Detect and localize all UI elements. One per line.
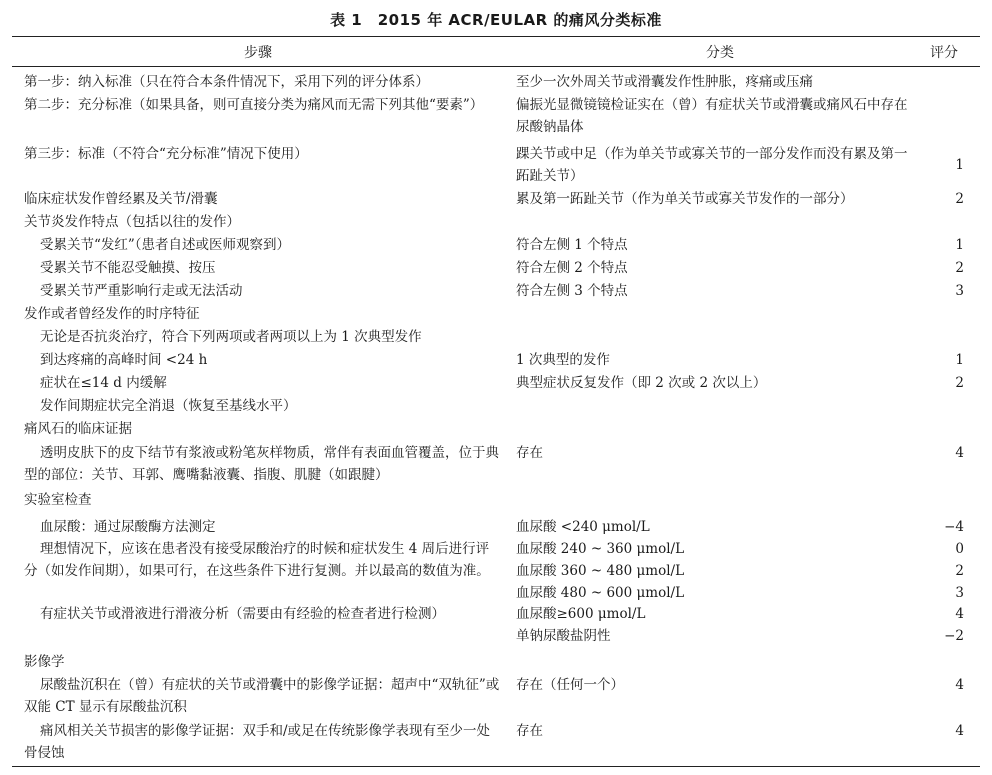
- step-cell: 到达疼痛的高峰时间 <24 h: [40, 352, 208, 368]
- step-cell: 尿酸盐沉积在（曾）有症状的关节或滑囊中的影像学证据：超声中“双轨征”或双能 CT 显示有尿酸盐沉积: [24, 677, 500, 715]
- category-cell: 踝关节或中足（作为单关节或寡关节的一部分发作而没有累及第一跖趾关节）: [516, 146, 908, 184]
- score-cell: 2: [955, 191, 964, 207]
- header-category: 分类: [706, 45, 734, 61]
- step-cell: 血尿酸：通过尿酸酶方法测定: [40, 519, 216, 535]
- category-cell: 血尿酸≥600 μmol/L: [516, 606, 646, 622]
- score-cell: 1: [955, 157, 964, 173]
- step-cell: 发作或者曾经发作的时序特征: [24, 306, 200, 322]
- category-cell: 符合左侧 2 个特点: [516, 260, 628, 276]
- score-cell: 1: [955, 352, 964, 368]
- header-rule: [12, 66, 980, 67]
- score-cell: 0: [955, 541, 964, 557]
- score-cell: 3: [955, 585, 964, 601]
- category-cell: 单钠尿酸盐阴性: [516, 628, 611, 644]
- step-cell: 受累关节不能忍受触摸、按压: [40, 260, 216, 276]
- step-cell: 症状在≤14 d 内缓解: [40, 375, 167, 391]
- step-cell: 受累关节严重影响行走或无法活动: [40, 283, 243, 299]
- category-cell: 偏振光显微镜镜检证实在（曾）有症状关节或滑囊或痛风石中存在尿酸钠晶体: [516, 97, 908, 135]
- category-cell: 血尿酸 <240 μmol/L: [516, 519, 650, 535]
- score-cell: 3: [955, 283, 964, 299]
- header-score: 评分: [930, 45, 958, 61]
- bottom-rule: [12, 766, 980, 767]
- step-cell: 透明皮肤下的皮下结节有浆液或粉笔灰样物质，常伴有表面血管覆盖，位于典型的部位：关节、耳郭、鹰嘴黏液囊、指腹、肌腱（如跟腱）: [24, 445, 499, 483]
- category-cell: 符合左侧 3 个特点: [516, 283, 628, 299]
- score-cell: −4: [944, 519, 964, 535]
- step-cell: 痛风相关关节损害的影像学证据：双手和/或足在传统影像学表现有至少一处骨侵蚀: [24, 723, 491, 761]
- category-cell: 1 次典型的发作: [516, 352, 610, 368]
- header-step: 步骤: [244, 45, 272, 61]
- score-cell: 4: [955, 606, 964, 622]
- score-cell: −2: [944, 628, 964, 644]
- category-cell: 累及第一跖趾关节（作为单关节或寡关节发作的一部分）: [516, 191, 854, 207]
- category-cell: 血尿酸 240 ~ 360 μmol/L: [516, 541, 685, 557]
- score-cell: 1: [955, 237, 964, 253]
- step-cell: 发作间期症状完全消退（恢复至基线水平）: [40, 398, 297, 414]
- category-cell: 血尿酸 480 ~ 600 μmol/L: [516, 585, 685, 601]
- score-cell: 4: [955, 677, 964, 693]
- score-cell: 2: [955, 375, 964, 391]
- score-cell: 4: [955, 723, 964, 739]
- step-cell: 第二步：充分标准（如果具备，则可直接分类为痛风而无需下列其他“要素”）: [24, 97, 484, 113]
- step-cell: 实验室检查: [24, 492, 92, 508]
- step-cell: 临床症状发作曾经累及关节/滑囊: [24, 191, 218, 207]
- category-cell: 存在: [516, 445, 543, 461]
- step-cell: 第三步：标准（不符合“充分标准”情况下使用）: [24, 146, 308, 162]
- category-cell: 典型症状反复发作（即 2 次或 2 次以上）: [516, 375, 767, 391]
- step-cell: 有症状关节或滑液进行滑液分析（需要由有经验的检查者进行检测）: [40, 606, 445, 622]
- step-cell: 关节炎发作特点（包括以往的发作）: [24, 214, 240, 230]
- score-cell: 2: [955, 563, 964, 579]
- score-cell: 2: [955, 260, 964, 276]
- table-caption: 表 1 2015 年 ACR/EULAR 的痛风分类标准: [330, 11, 662, 29]
- category-cell: 存在（任何一个）: [516, 677, 624, 693]
- category-cell: 血尿酸 360 ~ 480 μmol/L: [516, 563, 685, 579]
- score-cell: 4: [955, 445, 964, 461]
- category-cell: 存在: [516, 723, 543, 739]
- step-cell: 理想情况下，应该在患者没有接受尿酸治疗的时候和症状发生 4 周后进行评分（如发作间期），如果可行，在这些条件下进行复测。并以最高的数值为准。: [24, 541, 490, 579]
- top-rule: [12, 36, 980, 37]
- step-cell: 影像学: [24, 654, 65, 670]
- step-cell: 痛风石的临床证据: [24, 421, 132, 437]
- step-cell: 无论是否抗炎治疗，符合下列两项或者两项以上为 1 次典型发作: [40, 329, 422, 345]
- step-cell: 受累关节“发红”（患者自述或医师观察到）: [40, 237, 291, 253]
- category-cell: 至少一次外周关节或滑囊发作性肿胀，疼痛或压痛: [516, 74, 813, 90]
- category-cell: 符合左侧 1 个特点: [516, 237, 628, 253]
- step-cell: 第一步：纳入标准（只在符合本条件情况下，采用下列的评分体系）: [24, 74, 429, 90]
